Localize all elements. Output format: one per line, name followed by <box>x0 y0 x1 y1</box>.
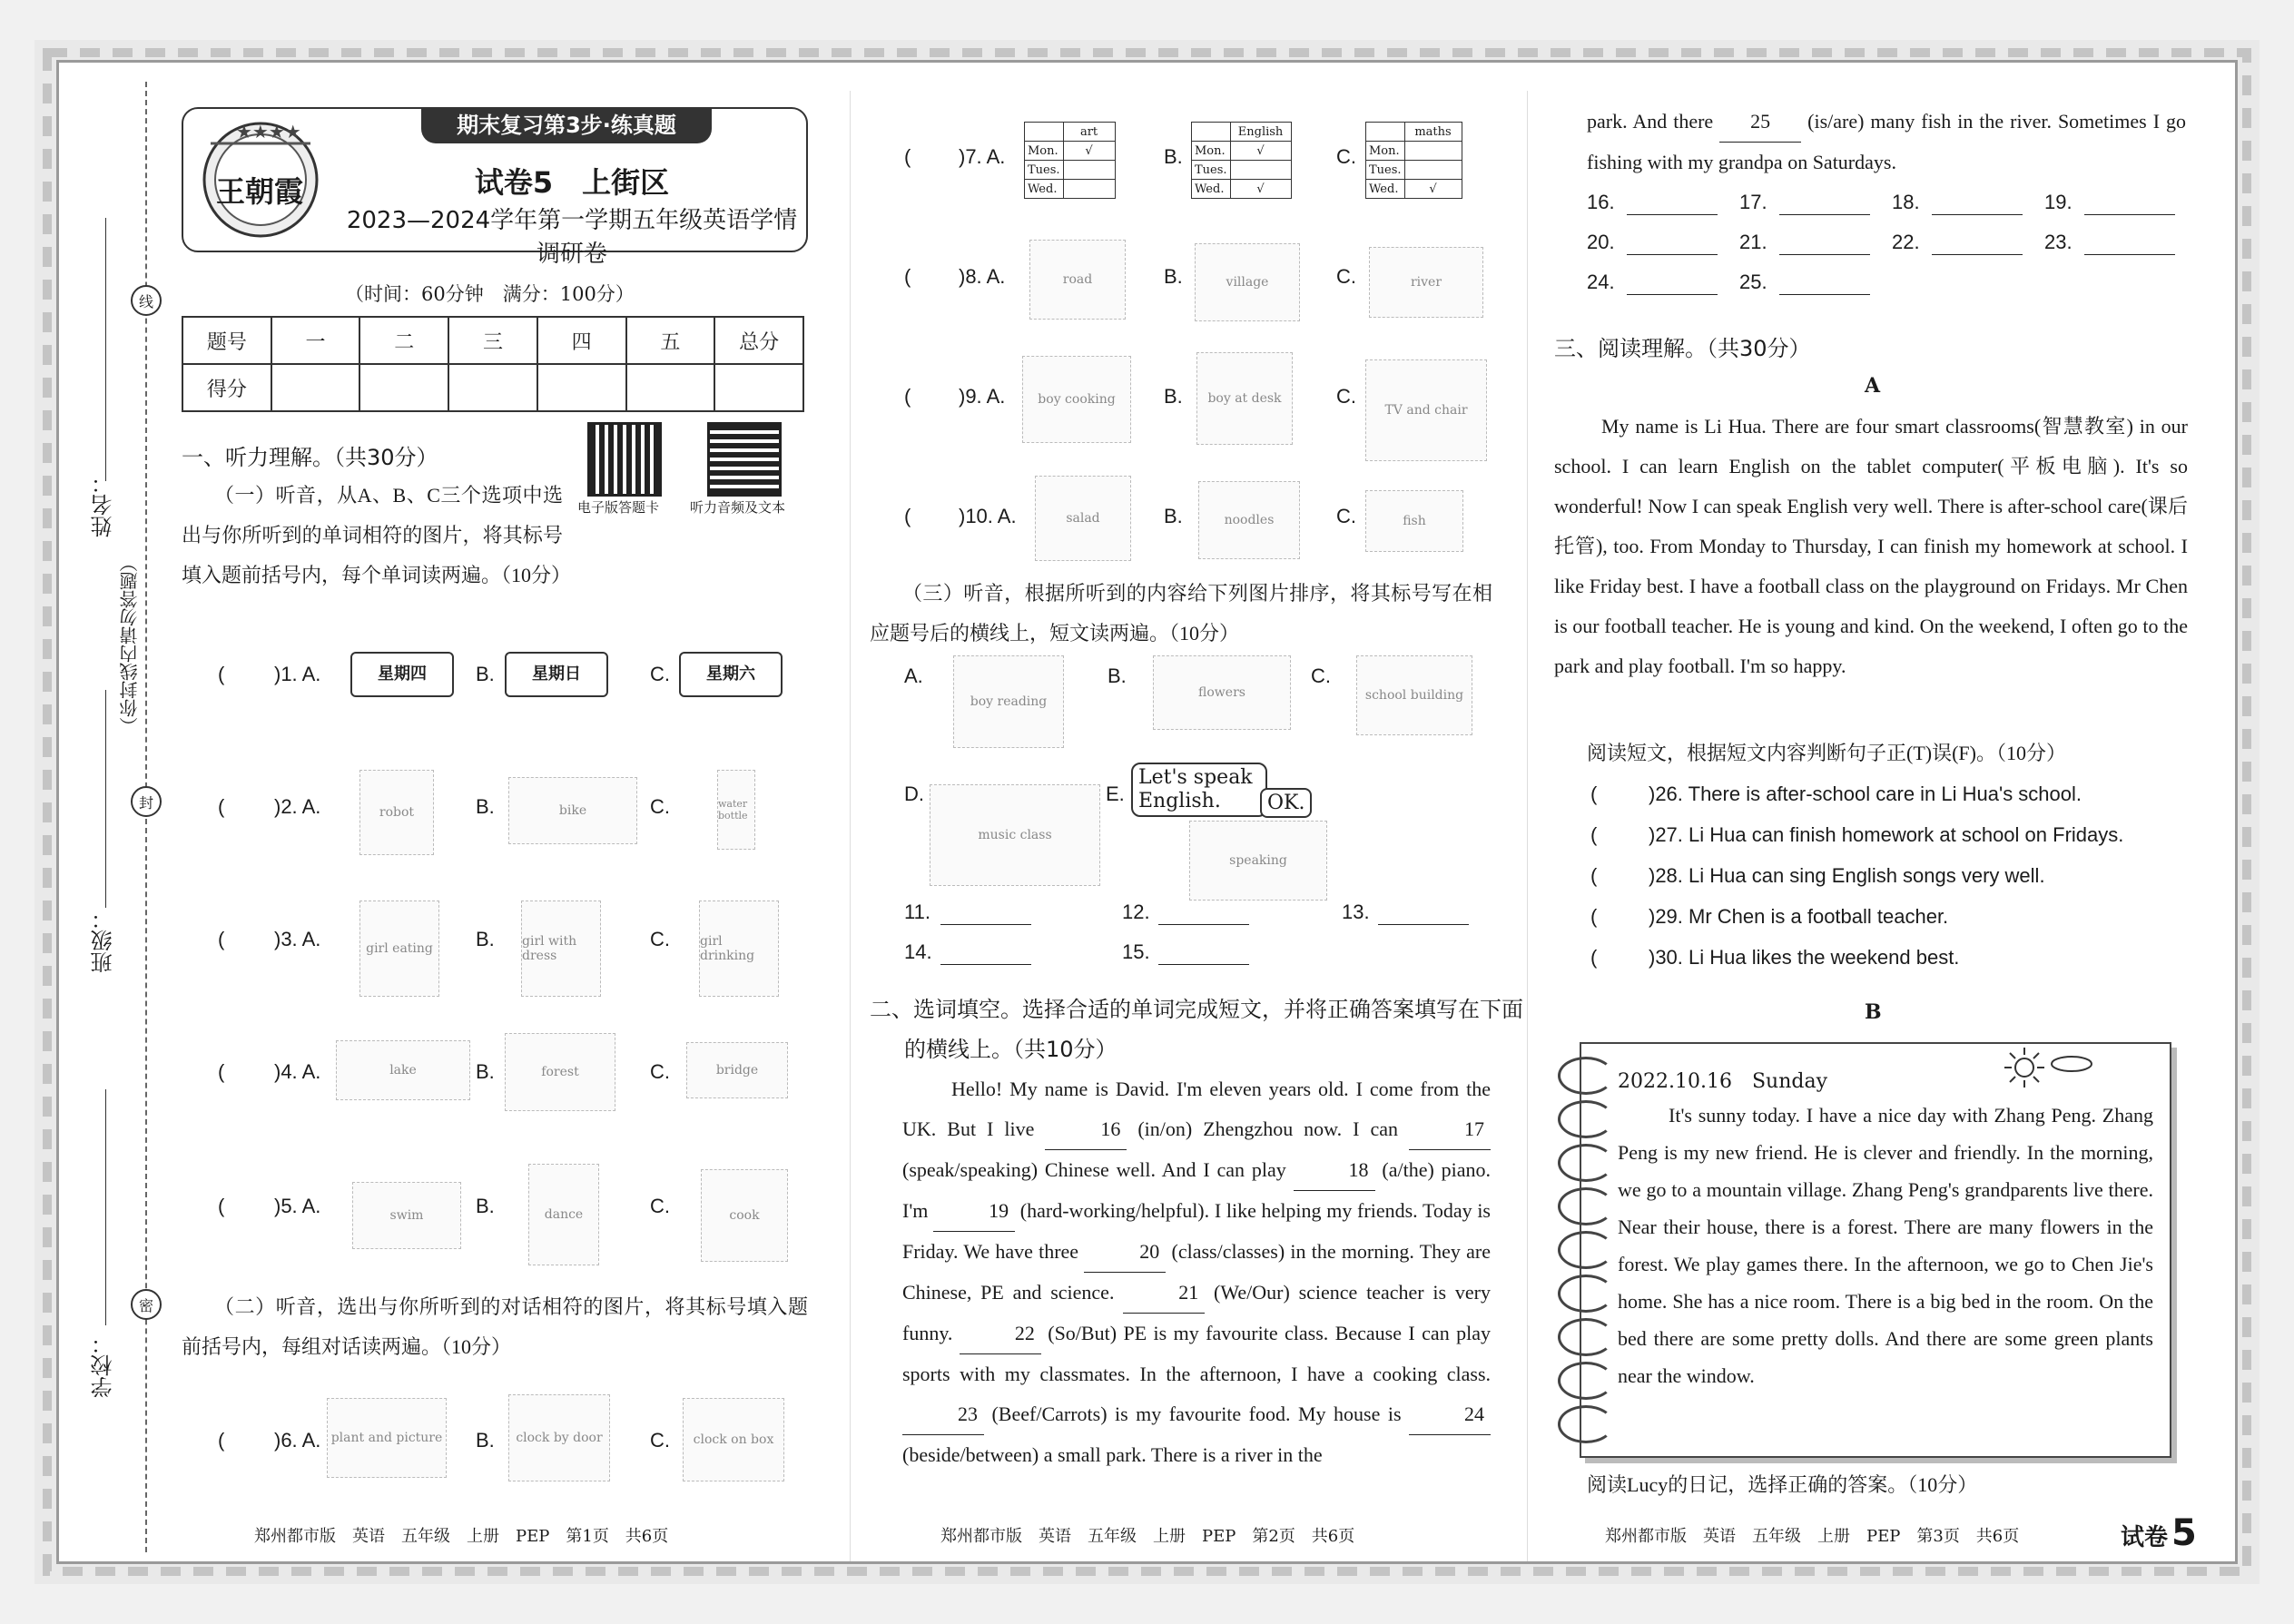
q10-paren[interactable]: ( <box>904 505 911 527</box>
cell: 三 <box>448 317 537 364</box>
score-cell[interactable] <box>271 364 360 411</box>
q6-option-c[interactable]: clock on box <box>683 1398 784 1481</box>
q7-label: )7. A. <box>959 145 1006 168</box>
cloze-text: (So/But) PE is my favourite class. Because I can play sports with my classmates. In the afternoon, I have a cooking class. <box>902 1322 1491 1385</box>
q3-c-label: C. <box>650 928 670 950</box>
cell: Mon. <box>1025 142 1064 161</box>
q3-b-label: B. <box>476 928 495 950</box>
answer-11[interactable] <box>940 924 1031 925</box>
q10-b-label: B. <box>1164 505 1183 527</box>
q5-option-b[interactable]: dance <box>528 1164 599 1265</box>
blank-21[interactable]: 21 <box>1123 1273 1205 1314</box>
score-row-values <box>182 364 803 411</box>
q2-option-c-bottle[interactable]: water bottle <box>717 770 755 850</box>
order-picture-d: music class <box>930 784 1100 886</box>
blank-24[interactable]: 24 <box>1409 1394 1491 1435</box>
n23: 23. <box>2044 231 2072 253</box>
q2-b-label: B. <box>476 795 495 818</box>
n11: 11. <box>904 901 930 923</box>
q1-label: )1. A. <box>274 663 321 685</box>
n22: 22. <box>1892 231 1920 253</box>
q5-b-label: B. <box>476 1195 495 1217</box>
page-divider-1 <box>850 91 851 1561</box>
q6-b-label: B. <box>476 1429 495 1452</box>
q27-paren[interactable]: ( <box>1590 823 1598 846</box>
name-label: 姓名： <box>91 472 116 537</box>
answer-18[interactable] <box>1932 214 2023 215</box>
diary-date: 2022.10.16 Sunday <box>1618 1070 1828 1093</box>
logo <box>192 116 329 243</box>
n15: 15. <box>1122 940 1150 963</box>
answer-23[interactable] <box>2084 254 2175 255</box>
n16: 16. <box>1587 191 1615 213</box>
q2-paren[interactable]: ( <box>218 795 225 818</box>
cell: √ <box>1230 180 1291 199</box>
n12: 12. <box>1122 901 1150 923</box>
name-line[interactable] <box>105 218 106 481</box>
passage-a-label: A <box>1865 374 1881 398</box>
section-1-title: 一、听力理解。（共30分） <box>182 445 438 470</box>
passage-b-instructions: 阅读Lucy的日记，选择正确的答案。（10分） <box>1587 1473 1978 1496</box>
q8-option-a[interactable]: road <box>1029 240 1126 320</box>
cloze-text: (class/classes) in the morning. They are Chinese, PE and science. <box>902 1240 1491 1304</box>
cloze-text: Hello! My name is David. I'm eleven years old. I come from the UK. But I live <box>902 1078 1491 1140</box>
q5-option-a[interactable]: swim <box>352 1182 461 1249</box>
cell: √ <box>1063 142 1115 161</box>
q6-label: )6. A. <box>274 1429 321 1452</box>
cloze-text: (a/the) piano. I'm <box>902 1158 1491 1222</box>
q4-paren[interactable]: ( <box>218 1060 225 1083</box>
q3-option-c[interactable]: girl drinking <box>699 901 779 997</box>
answer-21[interactable] <box>1779 254 1870 255</box>
n18: 18. <box>1892 191 1920 213</box>
cell: art <box>1063 123 1115 142</box>
q7-paren[interactable]: ( <box>904 145 911 168</box>
order-picture-c: school building <box>1356 655 1472 735</box>
part-1-instructions: （一）听音，从A、B、C三个选项中选出与你所听到的单词相符的图片，将其标号填入题前括号内，每个单词读两遍。（10分） <box>182 484 572 586</box>
q9-option-a[interactable]: boy cooking <box>1022 356 1131 443</box>
order-c-label: C. <box>1311 664 1331 687</box>
blank-23[interactable]: 23 <box>902 1394 984 1435</box>
score-cell[interactable] <box>714 364 803 411</box>
q10-option-b[interactable]: noodles <box>1198 481 1300 559</box>
q1-paren[interactable]: ( <box>218 663 225 685</box>
passage-a-text: My name is Li Hua. There are four smart classrooms(智慧教室) in our school. I can learn English on the tablet computer(平板电脑). It's so wonderful! Now I can speak English very well. There is after-school care(课后托管), too. From Monday to Thursday, I can finish my homework at school. I like Friday best. I have a football class on the playground on Fridays. Mr Chen is our football teacher. He is young and kind. On the weekend, I often go to the park and play football. I'm so happy. <box>1554 415 2188 677</box>
blank-19[interactable]: 19 <box>933 1191 1015 1232</box>
q7-option-b-timetable[interactable] <box>1191 122 1292 199</box>
part-3-instructions: （三）听音，根据所听到的内容给下列图片排序，将其标号写在相应题号后的横线上，短文读两遍。（10分） <box>870 582 1492 645</box>
cell: Tues. <box>1366 161 1405 180</box>
q1-option-c-calendar[interactable]: 星期六 <box>679 652 783 697</box>
order-d-label: D. <box>904 782 924 805</box>
order-a-label: A. <box>904 664 923 687</box>
q7-c-label: C. <box>1336 145 1356 168</box>
q3-paren[interactable]: ( <box>218 928 225 950</box>
q1-c-label: C. <box>650 663 670 685</box>
cell: Wed. <box>1025 180 1064 199</box>
n17: 17. <box>1739 191 1767 213</box>
q8-option-c[interactable]: river <box>1369 247 1483 318</box>
class-line[interactable] <box>105 690 106 908</box>
footer-page-1: 郑州都市版 英语 五年级 上册 PEP 第1页 共6页 <box>254 1527 669 1546</box>
cloze-text: (is/are) many fish in the river. Sometimes I go fishing with my grandpa on Saturdays. <box>1587 110 2186 173</box>
speech-bubble-2: OK. <box>1260 788 1312 818</box>
q10-c-label: C. <box>1336 505 1356 527</box>
cloze-text: park. And there <box>1587 110 1720 133</box>
cell: √ <box>1230 142 1291 161</box>
cell: 题号 <box>182 317 271 364</box>
paper-badge-number: 5 <box>2171 1512 2197 1554</box>
cell: English <box>1230 123 1291 142</box>
part-2-instructions: （二）听音，选出与你所听到的对话相符的图片，将其标号填入题前括号内，每组对话读两遍。（10分） <box>182 1295 808 1358</box>
paper-badge-text: 试卷 <box>2121 1524 2169 1551</box>
n24: 24. <box>1587 271 1615 293</box>
n14: 14. <box>904 940 932 963</box>
answer-16[interactable] <box>1627 214 1718 215</box>
cell: maths <box>1404 123 1462 142</box>
cloze-text: (beside/between) a small park. There is a river in the <box>902 1443 1323 1466</box>
blank-22[interactable]: 22 <box>960 1314 1041 1354</box>
section-2-title: 二、选词填空。选择合适的单词完成短文，并将正确答案填写在下面的横线上。（共10分） <box>870 997 1523 1062</box>
q7-option-c-timetable[interactable] <box>1365 122 1462 199</box>
qr-right-caption: 听力音频及文本 <box>690 499 786 516</box>
logo-text: 王朝霞 <box>216 174 304 209</box>
diary-text: It's sunny today. I have a nice day with Zhang Peng. Zhang Peng is my new friend. He is clever and friendly. In the morning, we go to a mountain village. Zhang Peng's grandparents live there. Near their house, there is a forest. There are many flowers in the forest. We play games there. In the afternoon, we go to Chen Jie's home. She has a nice room. There is a big bed in the room. On the bed there are some pretty dolls. And there are some green plants near the window. <box>1618 1104 2153 1387</box>
q1-option-a-calendar[interactable]: 星期四 <box>350 652 454 697</box>
cloze-text: (speak/speaking) Chinese well. And I can play <box>902 1158 1294 1181</box>
cell: √ <box>1404 180 1462 199</box>
n21: 21. <box>1739 231 1767 253</box>
school-label: 学校： <box>91 1333 116 1398</box>
answer-24[interactable] <box>1627 294 1718 295</box>
q29-paren[interactable]: ( <box>1590 905 1598 928</box>
time-info: （时间：60分钟 满分：100分） <box>345 283 635 305</box>
cell: Mon. <box>1192 142 1231 161</box>
answer-22[interactable] <box>1932 254 2023 255</box>
q4-option-a[interactable]: lake <box>336 1040 470 1100</box>
q6-c-label: C. <box>650 1429 670 1452</box>
blank-17[interactable]: 17 <box>1409 1109 1491 1150</box>
q6-option-a[interactable]: plant and picture <box>327 1398 447 1478</box>
q2-option-b-bike[interactable]: bike <box>508 777 637 844</box>
svg-text:★★★★: ★★★★ <box>236 121 301 143</box>
q2-label: )2. A. <box>274 795 321 818</box>
q4-b-label: B. <box>476 1060 495 1083</box>
q5-label: )5. A. <box>274 1195 321 1217</box>
answer-19[interactable] <box>2084 214 2175 215</box>
binding-mark-secret: 密 <box>131 1289 162 1320</box>
n25: 25. <box>1739 271 1767 293</box>
q5-paren[interactable]: ( <box>218 1195 225 1217</box>
q8-c-label: C. <box>1336 265 1356 288</box>
cloze-passage-cont <box>1587 102 2186 182</box>
order-picture-a: boy reading <box>953 655 1064 748</box>
cloze-text: (hard-working/helpful). I like helping my friends. Today is Friday. We have three <box>902 1199 1491 1263</box>
score-cell[interactable] <box>537 364 626 411</box>
cell: Mon. <box>1366 142 1405 161</box>
q8-option-b[interactable]: village <box>1195 243 1300 321</box>
score-cell[interactable] <box>626 364 715 411</box>
order-picture-b: flowers <box>1153 655 1291 730</box>
q28-paren[interactable]: ( <box>1590 864 1598 887</box>
q2-option-a-robot[interactable]: robot <box>359 770 434 855</box>
answer-15[interactable] <box>1158 964 1249 965</box>
n19: 19. <box>2044 191 2072 213</box>
q27-text: )27. Li Hua can finish homework at school on Fridays. <box>1649 823 2124 846</box>
blank-16[interactable]: 16 <box>1045 1109 1127 1150</box>
q5-option-c[interactable]: cook <box>701 1169 788 1262</box>
answer-14[interactable] <box>940 964 1031 965</box>
exam-subtitle: 2023—2024学年第一学期五年级英语学情调研卷 <box>346 207 798 268</box>
binding-mark-seal: 封 <box>131 786 162 817</box>
score-row-header <box>182 317 803 364</box>
speech-bubble-1: Let's speak English. <box>1131 763 1267 817</box>
school-line[interactable] <box>105 1089 106 1325</box>
cell: 四 <box>537 317 626 364</box>
cell: Wed. <box>1366 180 1405 199</box>
blank-20[interactable]: 20 <box>1084 1232 1166 1273</box>
cell: Wed. <box>1192 180 1231 199</box>
q9-paren[interactable]: ( <box>904 385 911 408</box>
cloze-text: (Beef/Carrots) is my favourite food. My house is <box>984 1403 1409 1425</box>
q8-b-label: B. <box>1164 265 1183 288</box>
cloze-text: (in/on) Zhengzhou now. I can <box>1127 1117 1409 1140</box>
q30-text: )30. Li Hua likes the weekend best. <box>1649 946 1960 969</box>
cloze-text: (We/Our) science teacher is very funny. <box>902 1281 1491 1344</box>
passage-a-instructions: 阅读短文，根据短文内容判断句子正(T)误(F)。（10分） <box>1587 742 2066 764</box>
q1-b-label: B. <box>476 663 495 685</box>
cell: 总分 <box>714 317 803 364</box>
n13: 13. <box>1342 901 1370 923</box>
q28-text: )28. Li Hua can sing English songs very well. <box>1649 864 2045 887</box>
binding-mark-line: 线 <box>131 285 162 316</box>
q29-text: )29. Mr Chen is a football teacher. <box>1649 905 1949 928</box>
cell: 五 <box>626 317 715 364</box>
cell: Tues. <box>1025 161 1064 180</box>
q1-option-b-calendar[interactable]: 星期日 <box>505 652 608 697</box>
cell: Tues. <box>1192 161 1231 180</box>
q4-option-b[interactable]: forest <box>505 1033 615 1111</box>
passage-b-label: B <box>1865 1000 1882 1024</box>
section-3-title: 三、阅读理解。（共30分） <box>1554 336 1811 361</box>
footer-page-2: 郑州都市版 英语 五年级 上册 PEP 第2页 共6页 <box>940 1527 1355 1546</box>
q6-option-b[interactable]: clock by door <box>508 1394 610 1481</box>
q9-label: )9. A. <box>959 385 1006 408</box>
q7-b-label: B. <box>1164 145 1183 168</box>
qr-left-caption: 电子版答题卡 <box>577 499 660 516</box>
q30-paren[interactable]: ( <box>1590 946 1598 969</box>
answer-17[interactable] <box>1779 214 1870 215</box>
cell: 一 <box>271 317 360 364</box>
q8-paren[interactable]: ( <box>904 265 911 288</box>
q9-b-label: B. <box>1164 385 1183 408</box>
exam-title: 试卷5 上街区 <box>474 165 670 200</box>
paper-badge <box>2121 1512 2197 1554</box>
answer-25[interactable] <box>1779 294 1870 295</box>
q4-c-label: C. <box>650 1060 670 1083</box>
blank-18[interactable]: 18 <box>1294 1150 1375 1191</box>
answer-13[interactable] <box>1378 924 1469 925</box>
q10-option-a[interactable]: salad <box>1035 476 1131 561</box>
qr-code-right <box>710 425 779 494</box>
q8-label: )8. A. <box>959 265 1006 288</box>
q6-paren[interactable]: ( <box>218 1429 225 1452</box>
footer-page-3: 郑州都市版 英语 五年级 上册 PEP 第3页 共6页 <box>1605 1527 2020 1546</box>
q3-option-b[interactable]: girl with dress <box>521 901 601 997</box>
q9-option-c[interactable]: TV and chair <box>1365 359 1487 461</box>
q5-c-label: C. <box>650 1195 670 1217</box>
q4-option-c[interactable]: bridge <box>686 1042 788 1098</box>
order-e-label: E. <box>1106 782 1125 805</box>
q3-label: )3. A. <box>274 928 321 950</box>
q10-option-c[interactable]: fish <box>1365 490 1463 552</box>
q26-paren[interactable]: ( <box>1590 782 1598 805</box>
sun-icon <box>2001 1044 2095 1091</box>
score-table <box>182 316 804 412</box>
cell: 得分 <box>182 364 271 411</box>
order-picture-e: speaking <box>1189 821 1327 901</box>
q3-option-a[interactable]: girl eating <box>359 901 439 997</box>
q4-label: )4. A. <box>274 1060 321 1083</box>
part-1-instructions-cont <box>182 516 808 597</box>
score-cell[interactable] <box>448 364 537 411</box>
q26-text: )26. There is after-school care in Li Hua's school. <box>1649 782 2082 805</box>
class-label: 班级： <box>91 908 116 973</box>
q10-label: )10. A. <box>959 505 1017 527</box>
order-b-label: B. <box>1108 664 1127 687</box>
binding-note: （你封线内请勿答题） <box>119 554 141 735</box>
q2-c-label: C. <box>650 795 670 818</box>
blank-25[interactable]: 25 <box>1719 102 1801 143</box>
banner: 期末复习第3步·练真题 <box>421 107 712 143</box>
q9-option-b[interactable]: boy at desk <box>1196 352 1293 445</box>
answer-20[interactable] <box>1627 254 1718 255</box>
cloze-passage <box>902 1069 1491 1475</box>
n20: 20. <box>1587 231 1615 253</box>
qr-code-left <box>590 425 659 494</box>
cell: 二 <box>359 317 448 364</box>
page-divider-2 <box>1527 91 1528 1561</box>
q7-option-a-timetable[interactable] <box>1024 122 1116 199</box>
answer-12[interactable] <box>1158 924 1249 925</box>
score-cell[interactable] <box>359 364 448 411</box>
q9-c-label: C. <box>1336 385 1356 408</box>
